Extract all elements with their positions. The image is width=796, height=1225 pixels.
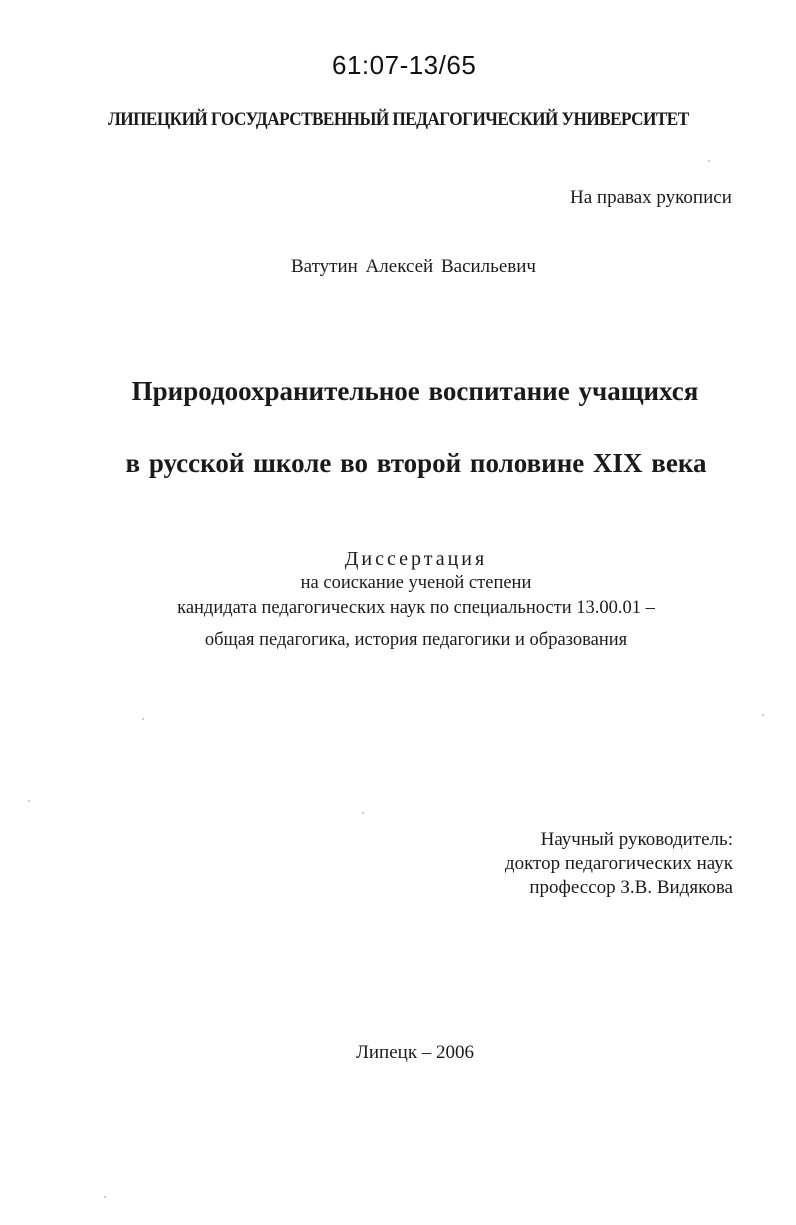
supervisor-label: Научный руководитель: <box>540 829 733 850</box>
city-year: Липецк – 2006 <box>356 1042 475 1063</box>
scan-speck <box>28 800 30 802</box>
dissertation-title-line-2: в русской школе во второй половине XIX века <box>125 448 707 478</box>
degree-line-2: кандидата педагогических наук по специальности 13.00.01 – <box>177 598 655 618</box>
degree-line-3: общая педагогика, история педагогики и образования <box>204 630 628 650</box>
archive-stamp-number: 61:07-13/65 <box>332 50 477 80</box>
supervisor-name: профессор З.В. Видякова <box>529 877 733 898</box>
scan-speck <box>708 160 710 162</box>
scan-speck <box>142 718 144 720</box>
scan-speck <box>104 1196 106 1198</box>
scan-speck <box>762 714 764 716</box>
scan-speck <box>362 812 364 814</box>
dissertation-heading: Диссертация <box>344 548 488 570</box>
dissertation-title-line-1: Природоохранительное воспитание учащихся <box>131 376 699 406</box>
degree-line-1: на соискание ученой степени <box>300 573 532 593</box>
supervisor-degree: доктор педагогических наук <box>504 853 733 874</box>
university-name: ЛИПЕЦКИЙ ГОСУДАРСТВЕННЫЙ ПЕДАГОГИЧЕСКИЙ УНИВЕРСИТЕТ <box>108 110 689 130</box>
rights-note: На правах рукописи <box>570 187 732 208</box>
author-name: Ватутин Алексей Васильевич <box>291 256 536 277</box>
supervisor-block <box>505 828 733 900</box>
